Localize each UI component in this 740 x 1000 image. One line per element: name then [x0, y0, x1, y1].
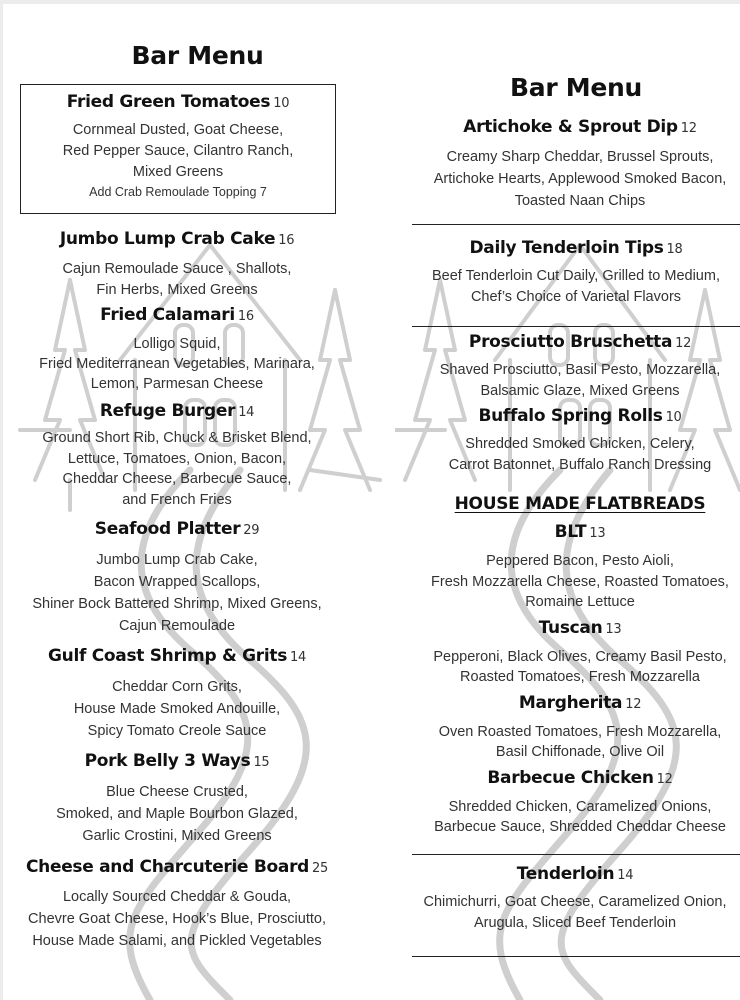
desc-line: Shaved Prosciutto, Basil Pesto, Mozzarella,	[439, 362, 721, 378]
menu-item	[20, 518, 334, 637]
desc-line: Cheddar Cheese, Barbecue Sauce,	[62, 471, 292, 487]
item-price: 16	[237, 309, 254, 324]
right-menu-page	[412, 70, 740, 957]
item-price: 10	[273, 96, 290, 111]
desc-line: Pepperoni, Black Olives, Creamy Basil Pesto,	[433, 648, 727, 665]
item-description	[20, 781, 334, 847]
item-price: 13	[589, 526, 606, 541]
item-description	[20, 549, 334, 637]
item-price: 14	[290, 650, 306, 665]
desc-line: Beef Tenderloin Cut Daily, Grilled to Medium,	[432, 268, 720, 284]
desc-line: Lettuce, Tomatoes, Onion, Bacon,	[67, 450, 287, 467]
item-name: BLT	[554, 522, 587, 542]
menu-item	[412, 405, 740, 475]
item-name: Prosciutto Bruschetta	[468, 332, 673, 352]
desc-line: Arugula, Sliced Beef Tenderloin	[473, 914, 677, 931]
item-name: Tenderloin	[516, 863, 615, 884]
item-note: Add Crab Remoulade Topping 7	[89, 185, 267, 199]
item-description	[412, 722, 740, 763]
desc-line: Toasted Naan Chips	[514, 193, 646, 209]
menu-item	[412, 617, 740, 688]
menu-item	[412, 692, 740, 763]
menu-item	[412, 521, 740, 613]
item-price: 25	[312, 861, 328, 876]
menu-item	[412, 767, 740, 838]
desc-line: Jumbo Lump Crab Cake,	[96, 552, 258, 568]
item-price: 14	[617, 867, 634, 883]
item-price: 15	[253, 755, 270, 770]
item-name: Margherita	[518, 692, 623, 713]
item-description	[20, 886, 334, 952]
desc-line: Carrot Batonnet, Buffalo Ranch Dressing	[448, 456, 712, 473]
desc-line: Romaine Lettuce	[525, 594, 635, 610]
desc-line: Lemon, Parmesan Cheese	[90, 376, 264, 392]
item-name: Refuge Burger	[99, 401, 236, 421]
item-name: Buffalo Spring Rolls	[478, 406, 663, 426]
item-price: 12	[680, 121, 697, 136]
item-name: Daily Tenderloin Tips	[469, 238, 664, 258]
page-title: Bar Menu	[131, 41, 264, 70]
item-description	[412, 266, 740, 308]
menu-item	[20, 228, 334, 301]
item-description	[412, 892, 740, 934]
page-title: Bar Menu	[510, 73, 642, 102]
item-description	[20, 428, 334, 510]
menu-item-boxed	[412, 854, 740, 957]
item-price: 16	[278, 233, 295, 248]
desc-line: Cajun Remoulade Sauce , Shallots,	[62, 261, 292, 277]
item-price: 12	[625, 696, 642, 712]
desc-line: Lolligo Squid,	[133, 336, 221, 352]
desc-line: Chimichurri, Goat Cheese, Caramelized Onion,	[423, 893, 727, 910]
left-menu-page	[20, 38, 375, 952]
desc-line: Artichoke Hearts, Applewood Smoked Bacon,	[433, 171, 727, 187]
desc-line: House Made Salami, and Pickled Vegetables	[32, 933, 322, 949]
item-name: Seafood Platter	[94, 519, 241, 539]
desc-line: Ground Short Rib, Chuck & Brisket Blend,	[42, 430, 312, 446]
desc-line: Barbecue Sauce, Shredded Cheddar Cheese	[434, 819, 726, 835]
item-name: Fried Green Tomatoes	[66, 92, 271, 112]
menu-item	[20, 750, 334, 847]
desc-line: Cajun Remoulade	[118, 618, 236, 634]
item-description	[412, 146, 740, 212]
desc-line: House Made Smoked Andouille,	[73, 701, 281, 717]
item-price: 29	[243, 523, 260, 538]
desc-line: Basil Chiffonade, Olive Oil	[495, 744, 665, 760]
desc-line: Fried Mediterranean Vegetables, Marinara,	[39, 356, 315, 372]
item-description	[21, 120, 335, 183]
desc-line: Cornmeal Dusted, Goat Cheese,	[72, 122, 284, 138]
item-name: Cheese and Charcuterie Board	[25, 857, 310, 877]
desc-line: Oven Roasted Tomatoes, Fresh Mozzarella,	[438, 723, 722, 740]
desc-line: Red Pepper Sauce, Cilantro Ranch,	[62, 143, 294, 159]
item-description	[20, 676, 334, 742]
desc-line: Locally Sourced Cheddar & Gouda,	[62, 889, 292, 905]
menu-item	[412, 331, 740, 401]
section-heading-flatbreads: HOUSE MADE FLATBREADS	[454, 494, 706, 514]
item-description	[20, 259, 334, 301]
desc-line: Fin Herbs, Mixed Greens	[96, 282, 258, 298]
desc-line: Smoked, and Maple Bourbon Glazed,	[56, 806, 298, 822]
desc-line: and French Fries	[122, 491, 232, 508]
desc-line: Mixed Greens	[132, 164, 224, 180]
item-name: Gulf Coast Shrimp & Grits	[48, 646, 288, 666]
desc-line: Shredded Smoked Chicken, Celery,	[465, 436, 695, 452]
item-description	[412, 797, 740, 838]
menu-item	[20, 645, 334, 742]
menu-item	[20, 400, 334, 510]
item-price: 14	[238, 405, 255, 420]
desc-line: Balsamic Glaze, Mixed Greens	[480, 382, 680, 399]
item-name: Pork Belly 3 Ways	[84, 751, 251, 771]
desc-line: Peppered Bacon, Pesto Aioli,	[486, 553, 674, 569]
item-price: 10	[665, 410, 682, 425]
item-description	[412, 434, 740, 475]
item-description	[20, 334, 334, 394]
desc-line: Blue Cheese Crusted,	[106, 784, 248, 800]
desc-line: Shredded Chicken, Caramelized Onions,	[448, 798, 712, 815]
item-description	[412, 551, 740, 613]
desc-line: Roasted Tomatoes, Fresh Mozzarella	[460, 669, 700, 685]
item-name: Tuscan	[538, 617, 603, 638]
desc-line: Bacon Wrapped Scallops,	[93, 574, 261, 590]
desc-line: Fresh Mozzarella Cheese, Roasted Tomatoes,	[431, 573, 729, 590]
item-name: Fried Calamari	[100, 305, 235, 325]
item-name: Jumbo Lump Crab Cake	[59, 229, 276, 249]
desc-line: Chef’s Choice of Varietal Flavors	[470, 289, 682, 305]
menu-item	[20, 856, 334, 952]
desc-line: Shiner Bock Battered Shrimp, Mixed Greens,	[32, 596, 322, 612]
item-price: 13	[605, 621, 622, 637]
item-description	[412, 647, 740, 688]
desc-line: Creamy Sharp Cheddar, Brussel Sprouts,	[446, 149, 714, 165]
menu-item-boxed	[20, 84, 336, 214]
desc-line: Cheddar Corn Grits,	[112, 679, 242, 695]
page-top-edge	[0, 0, 740, 4]
menu-item	[20, 304, 334, 394]
item-price: 12	[675, 336, 692, 351]
item-price: 12	[656, 771, 673, 787]
desc-line: Garlic Crostini, Mixed Greens	[82, 828, 272, 844]
item-price: 18	[666, 242, 683, 257]
desc-line: Spicy Tomato Creole Sauce	[87, 723, 267, 739]
item-description	[412, 360, 740, 401]
item-name: Artichoke & Sprout Dip	[463, 117, 678, 137]
menu-item-boxed	[412, 224, 740, 327]
desc-line: Chevre Goat Cheese, Hook’s Blue, Prosciutto,	[28, 911, 326, 927]
page-left-edge	[0, 0, 3, 1000]
item-name: Barbecue Chicken	[487, 767, 654, 788]
menu-item	[412, 116, 740, 212]
